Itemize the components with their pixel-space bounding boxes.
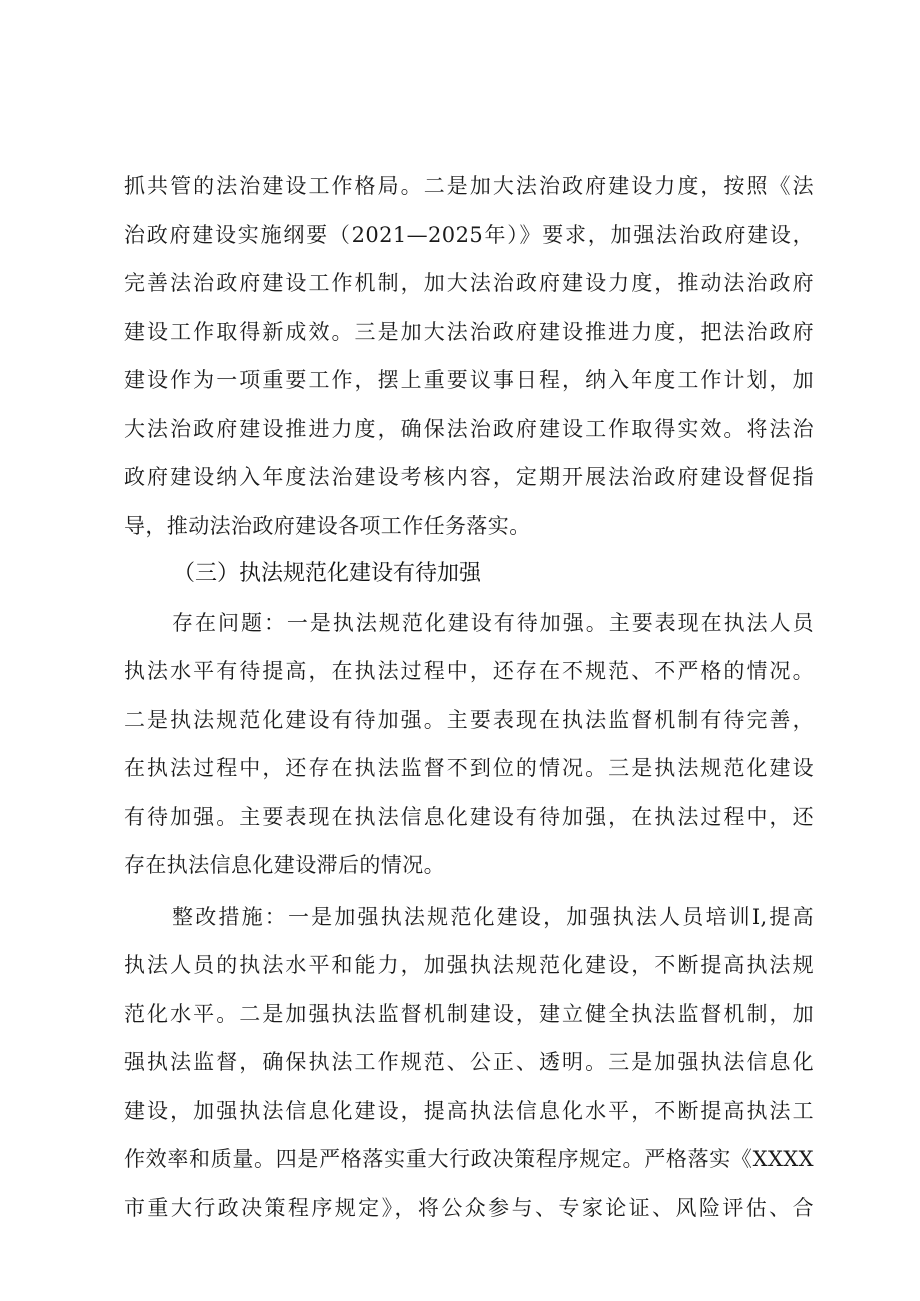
text-line: 有待加强。主要表现在执法信息化建设有待加强，在执法过程中，还 bbox=[124, 804, 814, 829]
text-line: 执法水平有待提高，在执法过程中，还存在不规范、不严格的情况。 bbox=[124, 659, 814, 683]
text-line: 二是执法规范化建设有待加强。主要表现在执法监督机制有待完善， bbox=[124, 707, 814, 732]
text-line: 范化水平。二是加强执法监督机制建设，建立健全执法监督机制，加 bbox=[124, 1001, 814, 1026]
text-line: 政府建设纳入年度法治建设考核内容，定期开展法治政府建设督促指 bbox=[124, 465, 814, 489]
text-line: 抓共管的法治建设工作格局。二是加大法治政府建设力度，按照《法 bbox=[124, 174, 814, 198]
paragraph-3 bbox=[124, 893, 814, 1233]
text-line: 作效率和质量。四是严格落实重大行政决策程序规定。严格落实《XXXX bbox=[124, 1147, 814, 1171]
text-line: 治政府建设实施纲要（2021—2025年）》要求，加强法治政府建设， bbox=[124, 222, 814, 247]
text-line: 建设，加强执法信息化建设，提高执法信息化水平，不断提高执法工 bbox=[124, 1098, 814, 1123]
text-line: 在执法过程中，还存在执法监督不到位的情况。三是执法规范化建设 bbox=[124, 756, 814, 780]
paragraph-2 bbox=[124, 599, 814, 890]
text-line: 强执法监督，确保执法工作规范、公正、透明。三是加强执法信息化 bbox=[124, 1050, 814, 1074]
text-line: 整改措施：一是加强执法规范化建设，加强执法人员培训I,提高 bbox=[172, 904, 814, 929]
text-line: 导，推动法治政府建设各项工作任务落实。 bbox=[124, 513, 531, 538]
document-page bbox=[124, 162, 814, 1232]
text-line: 市重大行政决策程序规定》，将公众参与、专家论证、风险评估、合 bbox=[124, 1195, 814, 1220]
text-line: 建设作为一项重要工作，摆上重要议事日程，纳入年度工作计划，加 bbox=[124, 368, 814, 392]
paragraph-1 bbox=[124, 162, 814, 550]
text-line: 大法治政府建设推进力度，确保法治政府建设工作取得实效。将法治 bbox=[124, 416, 814, 441]
text-line: 执法人员的执法水平和能力，加强执法规范化建设，不断提高执法规 bbox=[124, 953, 814, 977]
text-line: 存在问题：一是执法规范化建设有待加强。主要表现在执法人员 bbox=[172, 610, 814, 635]
section-heading: （三）执法规范化建设有待加强 bbox=[173, 561, 482, 586]
text-line: 建设工作取得新成效。三是加大法治政府建设推进力度，把法治政府 bbox=[124, 319, 814, 344]
text-line: 存在执法信息化建设滞后的情况。 bbox=[124, 853, 445, 877]
text-line: 完善法治政府建设工作机制，加大法治政府建设力度，推动法治政府 bbox=[124, 271, 814, 295]
